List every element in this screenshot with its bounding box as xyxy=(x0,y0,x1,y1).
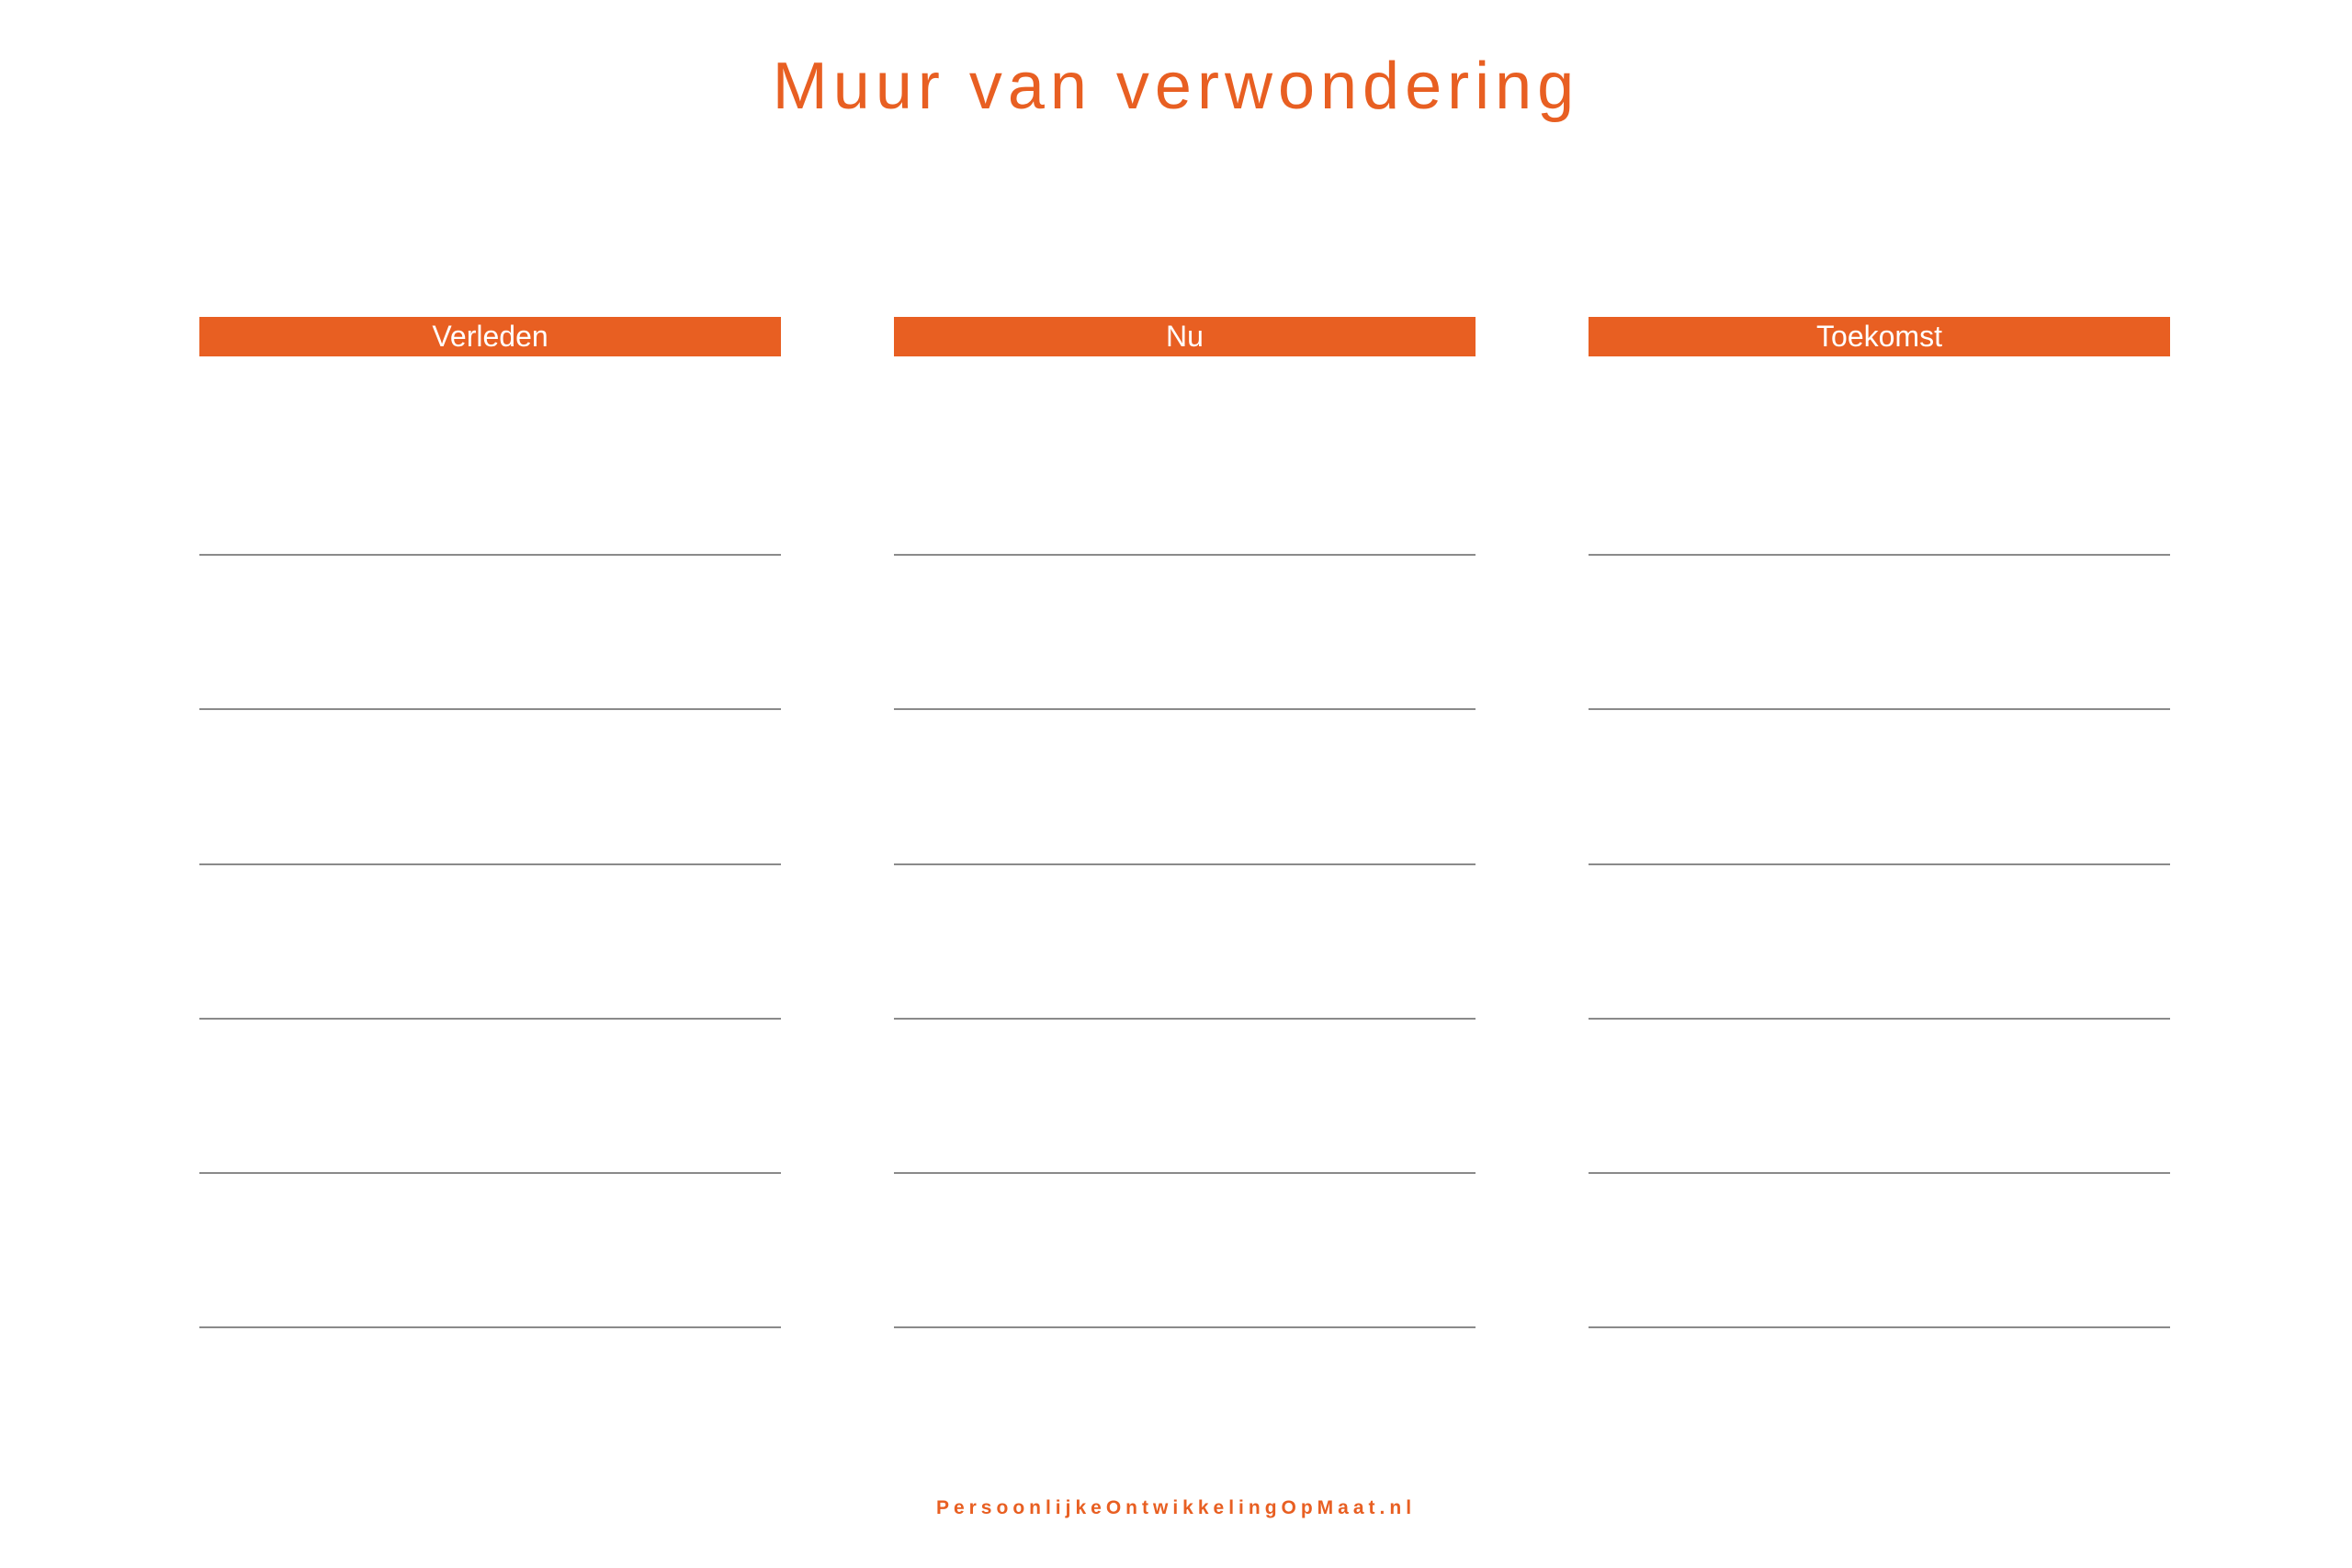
writing-line[interactable] xyxy=(199,1326,781,1328)
writing-line[interactable] xyxy=(894,1326,1476,1328)
writing-line[interactable] xyxy=(894,1172,1476,1174)
writing-line[interactable] xyxy=(1589,863,2170,865)
writing-line[interactable] xyxy=(199,554,781,556)
writing-line[interactable] xyxy=(199,708,781,710)
column-header-toekomst: Toekomst xyxy=(1589,317,2170,356)
writing-line[interactable] xyxy=(1589,708,2170,710)
writing-line[interactable] xyxy=(1589,554,2170,556)
column-header-verleden: Verleden xyxy=(199,317,781,356)
writing-line[interactable] xyxy=(199,1172,781,1174)
column-verleden xyxy=(199,317,781,1330)
writing-line[interactable] xyxy=(894,708,1476,710)
column-header-nu: Nu xyxy=(894,317,1476,356)
writing-lines xyxy=(894,356,1476,1330)
writing-line[interactable] xyxy=(1589,1172,2170,1174)
footer-website: PersoonlijkeOntwikkelingOpMaat.nl xyxy=(935,1497,1417,1518)
writing-line[interactable] xyxy=(1589,1326,2170,1328)
column-nu xyxy=(894,317,1476,1330)
column-toekomst xyxy=(1589,317,2170,1330)
writing-line[interactable] xyxy=(894,1018,1476,1020)
writing-lines xyxy=(199,356,781,1330)
writing-line[interactable] xyxy=(894,863,1476,865)
writing-line[interactable] xyxy=(1589,1018,2170,1020)
writing-lines xyxy=(1589,356,2170,1330)
writing-line[interactable] xyxy=(199,1018,781,1020)
page-title: Muur van verwondering xyxy=(772,50,1580,123)
writing-line[interactable] xyxy=(199,863,781,865)
writing-line[interactable] xyxy=(894,554,1476,556)
